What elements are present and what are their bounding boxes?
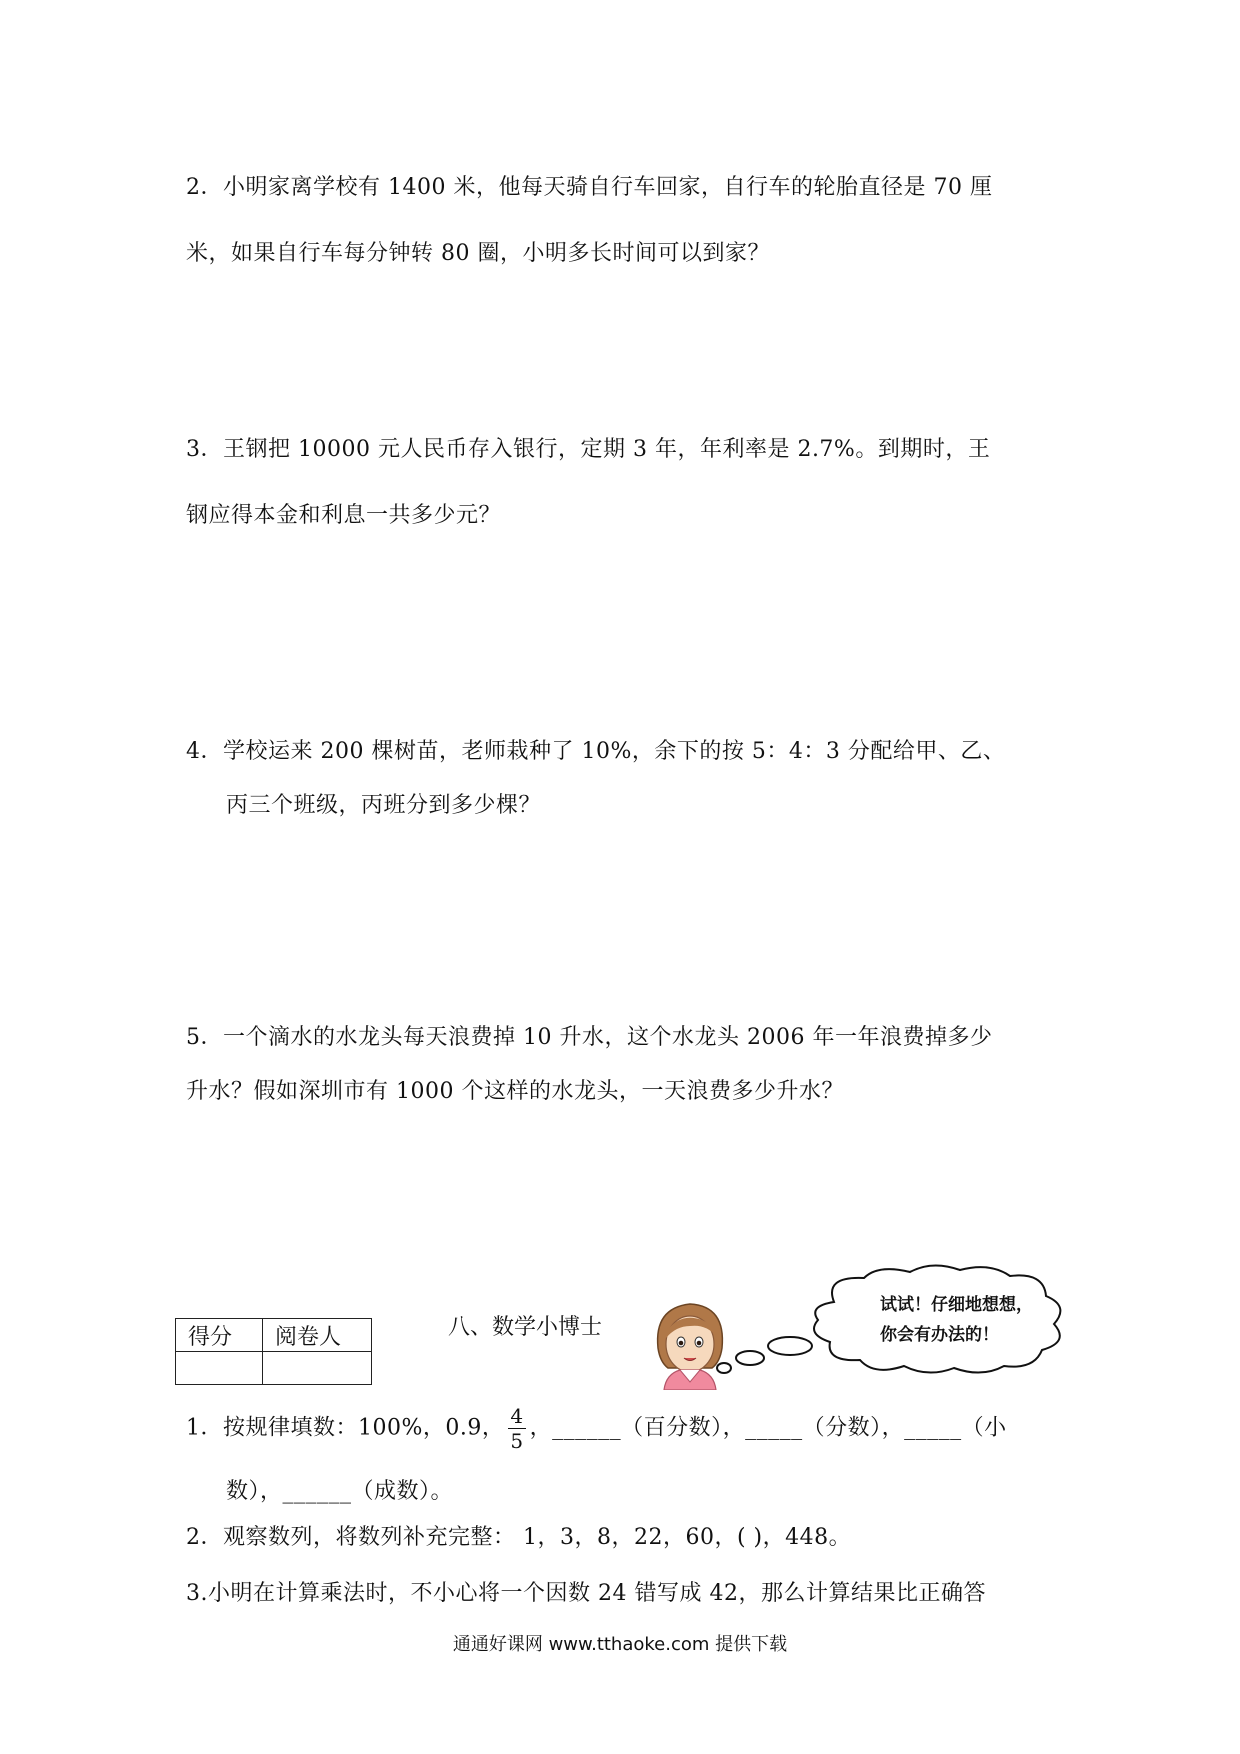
problem-2-line2: 米，如果自行车每分钟转 80 圈，小明多长时间可以到家？ xyxy=(186,241,770,266)
puzzle-1-prefix: 1．按规律填数：100%，0.9， xyxy=(186,1415,505,1441)
score-table xyxy=(175,1318,372,1385)
problem-4-line1: 4．学校运来 200 棵树苗，老师栽种了 10%，余下的按 5：4：3 分配给甲、乙、 xyxy=(186,739,1006,764)
grader-cell xyxy=(263,1352,372,1385)
bubble-line1: 试试！仔细地想想， xyxy=(880,1295,1033,1315)
score-cell xyxy=(176,1352,263,1385)
bubble-line2: 你会有办法的！ xyxy=(880,1325,999,1345)
problem-4-line2: 丙三个班级，丙班分到多少棵？ xyxy=(226,793,542,818)
puzzle-2: 2．观察数列，将数列补充完整： 1，3，8，22，60，( )，448。 xyxy=(186,1525,852,1550)
puzzle-1-line1 xyxy=(186,1404,1007,1453)
problem-3-line2: 钢应得本金和利息一共多少元？ xyxy=(186,503,502,528)
grader-header: 阅卷人 xyxy=(263,1319,372,1352)
puzzle-1-line2: 数），______（成数）。 xyxy=(226,1479,454,1504)
footer: 通通好课网 www.tthaoke.com 提供下载 xyxy=(452,1634,788,1655)
puzzle-3: 3.小明在计算乘法时，不小心将一个因数 24 错写成 42，那么计算结果比正确答 xyxy=(186,1581,986,1606)
problem-5-line2: 升水？假如深圳市有 1000 个这样的水龙头，一天浪费多少升水？ xyxy=(186,1079,844,1104)
section-title: 八、数学小博士 xyxy=(448,1315,603,1340)
problem-2-line1: 2．小明家离学校有 1400 米，他每天骑自行车回家，自行车的轮胎直径是 70 厘 xyxy=(186,175,993,200)
score-header: 得分 xyxy=(176,1319,263,1352)
fraction-denominator: 5 xyxy=(510,1429,524,1453)
problem-3-line1: 3．王钢把 10000 元人民币存入银行，定期 3 年，年利率是 2.7%。到期时，王 xyxy=(186,437,991,462)
problem-5-line1: 5．一个滴水的水龙头每天浪费掉 10 升水，这个水龙头 2006 年一年浪费掉多少 xyxy=(186,1025,993,1050)
fraction-numerator: 4 xyxy=(510,1404,524,1428)
fraction xyxy=(508,1404,525,1453)
puzzle-1-suffix: ，______（百分数），_____（分数），_____（小 xyxy=(529,1415,1007,1441)
